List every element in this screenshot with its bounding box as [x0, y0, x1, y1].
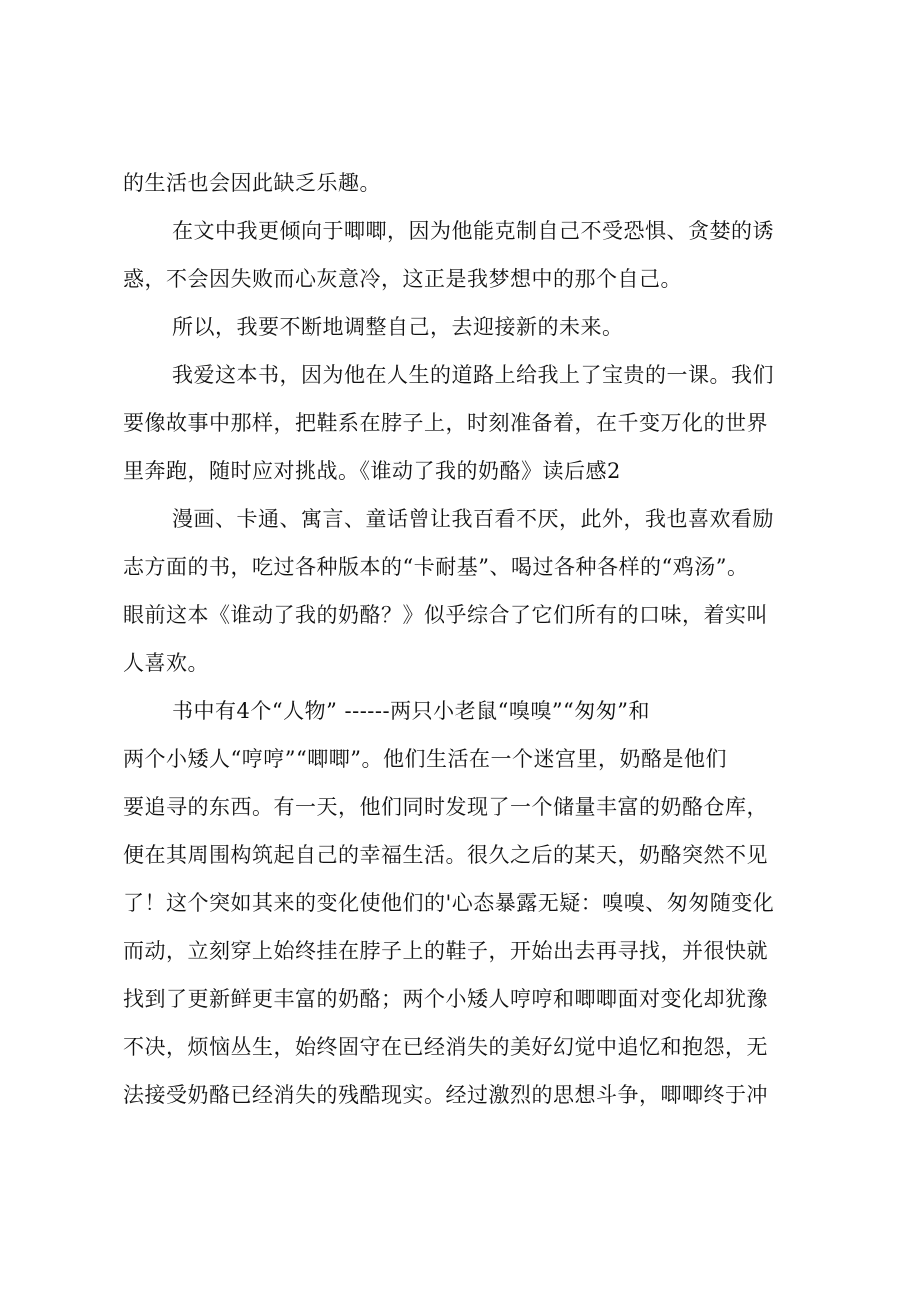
text-line: 要追寻的东西。有一天，他们同时发现了一个储量丰富的奶酪仓库，	[123, 795, 768, 819]
text-line: 志方面的书，吃过各种版本的“卡耐基”、喝过各种各样的“鸡汤”。	[123, 555, 749, 579]
paragraph-start-line: 在文中我更倾向于唧唧，因为他能克制自己不受恐惧、贪婪的诱	[172, 219, 774, 243]
text-line: 了！这个突如其来的变化使他们的'心态暴露无疑：嗅嗅、匆匆随变化	[123, 891, 775, 915]
text-line: 人喜欢。	[123, 651, 209, 675]
text-line: 不决，烦恼丛生，始终固守在已经消失的美好幻觉中追忆和抱怨，无	[123, 1035, 768, 1059]
paragraph-start-line: 书中有4个“人物” ------两只小老鼠“嗅嗅”“匆匆”和	[172, 699, 651, 723]
text-line: 眼前这本《谁动了我的奶酪？》似乎综合了它们所有的口味，着实叫	[123, 603, 768, 627]
paragraph-start-line: 所以，我要不断地调整自己，去迎接新的未来。	[172, 315, 624, 339]
text-line: 便在其周围构筑起自己的幸福生活。很久之后的某天，奶酪突然不见	[123, 843, 768, 867]
paragraph-start-line: 我爱这本书，因为他在人生的道路上给我上了宝贵的一课。我们	[172, 363, 774, 387]
text-line: 两个小矮人“哼哼”“唧唧”。他们生活在一个迷宫里，奶酪是他们	[123, 747, 727, 771]
text-line: 要像故事中那样，把鞋系在脖子上，时刻准备着，在千变万化的世界	[123, 411, 768, 435]
text-line: 而动，立刻穿上始终挂在脖子上的鞋子，开始出去再寻找，并很快就	[123, 939, 768, 963]
text-line: 的生活也会因此缺乏乐趣。	[123, 171, 381, 195]
paragraph-start-line: 漫画、卡通、寓言、童话曾让我百看不厌，此外，我也喜欢看励	[172, 507, 774, 531]
text-line: 找到了更新鲜更丰富的奶酪；两个小矮人哼哼和唧唧面对变化却犹豫	[123, 987, 768, 1011]
text-line: 惑，不会因失败而心灰意冷，这正是我梦想中的那个自己。	[123, 267, 682, 291]
text-line: 里奔跑，随时应对挑战。《谁动了我的奶酪》读后感2	[123, 459, 621, 483]
text-line: 法接受奶酪已经消失的残酷现实。经过激烈的思想斗争，唧唧终于冲	[123, 1083, 768, 1107]
